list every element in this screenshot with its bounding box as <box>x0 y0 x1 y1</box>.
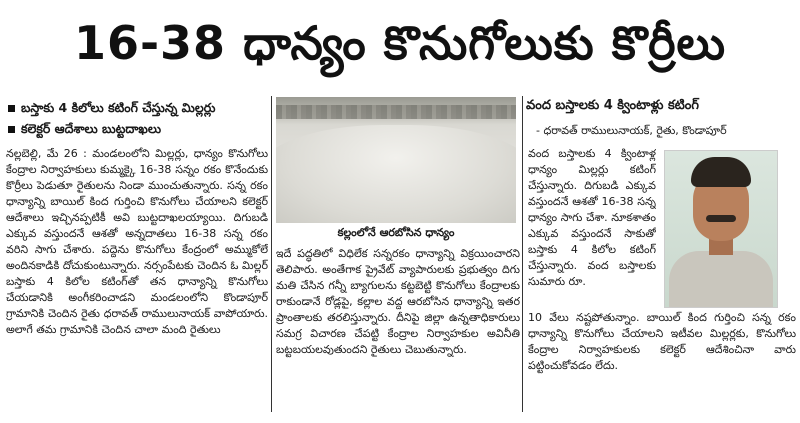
farmer-portrait <box>664 150 778 308</box>
article-lead-column <box>6 146 268 418</box>
article-lead-text: నల్లబెల్లి, మే 26 : మండలంలోని మిల్లర్లు, ధాన్యం కొనుగోలు కేంద్రాల నిర్వాహకులు కుమ్మక్కై 16-38 సన్నం రకం కొనేందుకు కొర్రీలు పెడుతూ రైతులను నిండా ముంచుతున్నారు. సన్న రకం ధాన్యాన్ని బాయిల్ కింద గుర్తించి కొనుగోలు చేయాలని కలెక్టర్ ఆదేశాలు ఇచ్చినప్పటికీ అవి బుట్టదాఖలయ్యాయి. దిగుబడి ఎక్కువ వస్తుందనే ఆశతో అన్నదాతలు 16-38 సన్న రకం వరిని సాగు చేశారు. పద్దెను కొనుగోలు కేంద్రంలో అమ్ముకోలే అందినకాడికి దోచుకుంటున్నారు. నర్సంపేటకు చెందిన ఓ మిల్లర్ బస్తాకు 4 కిలోల కటింగ్‌తో తన ధాన్యాన్ని కొనుగోలు చేయడానికి అంగీకరించాడని మండలంలోని కొండాపూర్ గ్రామానికి చెందిన రైతు ధరావత్ రాములునాయక్ వాపోయారు. అలాగే తమ గ్రామానికి చెందిన చాలా మంది రైతులు <box>6 147 268 336</box>
bullet-icon <box>8 126 15 133</box>
headline: 16-38 ధాన్యం కొనుగోలుకు కొర్రీలు <box>73 16 727 70</box>
column-divider <box>271 96 272 412</box>
portrait-mustache <box>706 215 736 222</box>
portrait-shirt <box>669 251 773 308</box>
sidebar-text-wide <box>528 310 796 410</box>
subhead-1 <box>8 100 216 119</box>
sidebar-title: వంద బస్తాలకు 4 క్వింటాళ్లు కటింగ్ <box>526 98 699 113</box>
sidebar-text-wide-body: 10 వేలు నష్టపోతున్నాం. బాయిల్ కింద గుర్తించి సన్న రకం ధాన్యాన్ని కొనుగోలు చేయాలని ఇటీవల మిల్లర్లకు, కొనుగోలు కేంద్రాల నిర్వాహకులకు కలెక్టర్ ఆదేశించినా వారు పట్టించుకోవడం లేదు. <box>528 311 796 372</box>
column-divider <box>522 96 523 412</box>
sidebar-text-narrow-body: వంద బస్తాలకు 4 క్వింటాళ్ల ధాన్యం మిల్లర్లు కటింగ్ చేస్తున్నారు. దిగుబడి ఎక్కువ వస్తుందనే ఆశతో 16-38 సన్న ధాన్యం సాగు చేశా. నూకశాతం ఎక్కువ వస్తుందనే సాకుతో బస్తాకు 4 కిలోల కటింగ్ చేస్తున్నారు. వంద బస్తాలకు సుమారు రూ. <box>528 147 656 288</box>
subhead-1-text: బస్తాకు 4 కిలోలు కటింగ్ చేస్తున్న మిల్లర్లు <box>21 100 216 115</box>
sidebar-text-narrow <box>528 146 656 306</box>
subhead-2 <box>8 121 161 140</box>
article-middle-column <box>276 246 520 411</box>
article-middle-text: ఇదే పద్ధతిలో విధిలేక సన్నరకం ధాన్యాన్ని విక్రయించారని తెలిపారు. అంతేగాక ప్రైవేట్ వ్యాపారులకు ప్రభుత్వం దిగు మతి చేసిన గన్నీ బ్యాగులను కట్టబెట్టి కొనుగోలు కేంద్రాలకు రాకుండానే రోడ్లపై, కల్లాల వద్ద ఆరబోసిన ధాన్యాన్ని ఇతర ప్రాంతాలకు తరలిస్తున్నారు. దీనిపై జిల్లా ఉన్నతాధికారులు సమగ్ర విచారణ చేపట్టి కేంద్రాల నిర్వాహకుల అవినీతి బట్టబయలవుతుందని రైతులు చెబుతున్నారు. <box>276 247 520 356</box>
portrait-hair <box>691 157 751 187</box>
photo-caption: కల్లంలోనే ఆరబోసిన ధాన్యం <box>337 226 455 239</box>
bullet-icon <box>8 105 15 112</box>
sidebar-byline: - ధరావత్ రాములునాయక్, రైతు, కొండాపూర్ <box>536 124 727 137</box>
grain-heap-photo <box>276 97 516 223</box>
photo-grain-heap <box>276 125 516 223</box>
photo-tree-line <box>276 105 516 119</box>
subhead-2-text: కలెక్టర్ ఆదేశాలు బుట్టదాఖలు <box>21 121 162 136</box>
